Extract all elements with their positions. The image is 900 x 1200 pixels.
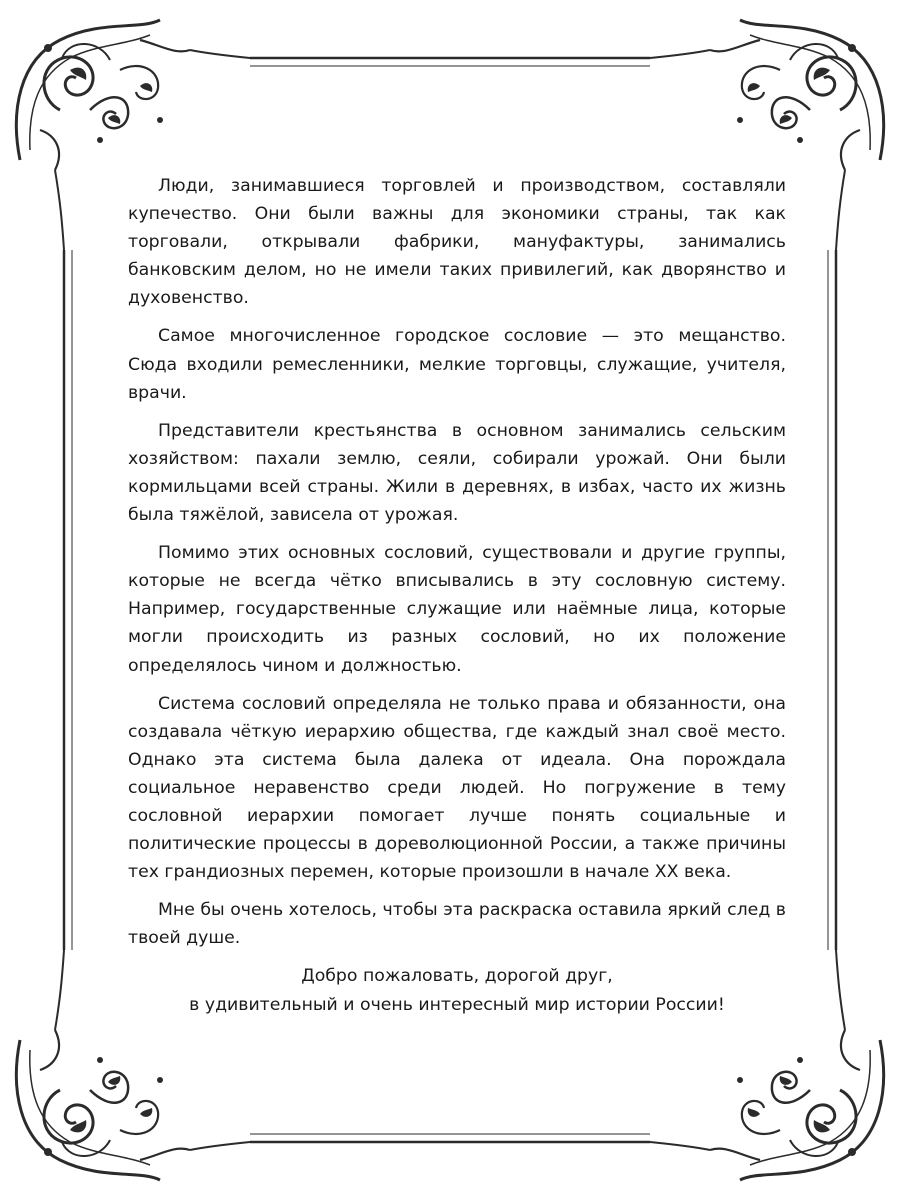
paragraph-other-groups: Помимо этих основных сословий, существовали и другие группы, которые не всегда чётко вписывались в эту сословную систему. Например, государственные служащие или наёмные лица, которые могли происходить из разных сословий, но их положение определялось чином и должностью. — [128, 543, 786, 676]
paragraph-peasants: Представители крестьянства в основном занимались сельским хозяйством: пахали землю, сеяли, собирали урожай. Они были кормильцами всей страны. Жили в деревнях, в избах, часто их жизнь была тяжёлой, зависела от урожая. — [128, 420, 786, 526]
paragraph-estate-system: Система сословий определяла не только права и обязанности, она создавала чёткую иерархию общества, где каждый знал своё место. Однако эта система была далека от идеала. Она порождала социальное неравенство среди людей. Но погружение в тему сословной иерархии помогает лучше понять социальные и политические процессы в дореволюционной России, а также причины тех грандиозных перемен, которые произошли в начале XX века. — [128, 693, 786, 883]
paragraph-wish: Мне бы очень хотелось, чтобы эта раскраска оставила яркий след в твоей душе. — [128, 900, 786, 949]
paragraph-townsfolk: Самое многочисленное городское сословие — это мещанство. Сюда входили ремесленники, мелкие торговцы, служащие, учителя, врачи. — [128, 326, 786, 403]
paragraph-merchants: Люди, занимавшиеся торговлей и производством, составляли купечество. Они были важны для экономики страны, так как торговали, открывали фабрики, мануфактуры, занимались банковским делом, но не имели таких привилегий, как дворянство и духовенство. — [128, 176, 786, 309]
main-text — [128, 172, 786, 1019]
closing-line-1: Добро пожаловать, дорогой друг, — [301, 966, 613, 987]
closing-line-2: в удивительный и очень интересный мир истории России! — [189, 994, 725, 1015]
closing-greeting — [128, 962, 786, 1018]
